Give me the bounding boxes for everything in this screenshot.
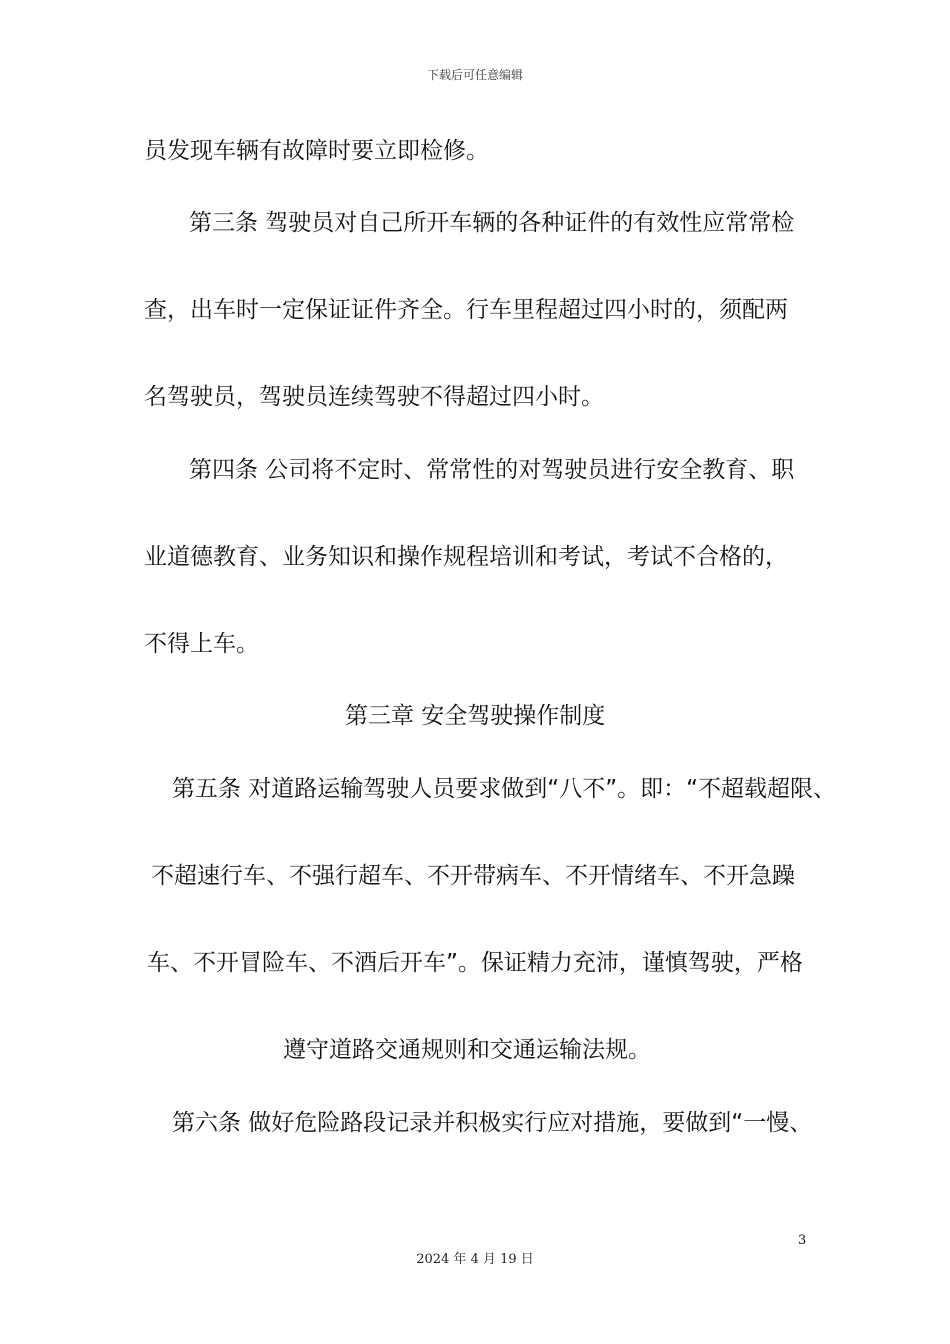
body-line: 车、不开冒险车、不酒后开车”。保证精力充沛，谨慎驾驶，严格 bbox=[147, 950, 803, 976]
page-number: 3 bbox=[798, 1233, 807, 1248]
body-line: 第四条 公司将不定时、常常性的对驾驶员进行安全教育、职 bbox=[189, 457, 795, 483]
body-line: 业道德教育、业务知识和操作规程培训和考试，考试不合格的， bbox=[144, 544, 788, 570]
body-line: 第六条 做好危险路段记录并积极实行应对措施，要做到“一慢、 bbox=[172, 1110, 813, 1136]
body-line: 不得上车。 bbox=[144, 631, 259, 657]
chapter-heading: 第三章 安全驾驶操作制度 bbox=[345, 703, 606, 729]
page-header-note: 下载后可任意编辑 bbox=[426, 68, 523, 82]
body-line: 遵守道路交通规则和交通运输法规。 bbox=[283, 1037, 651, 1063]
body-line: 不超速行车、不强行超车、不开带病车、不开情绪车、不开急躁 bbox=[151, 863, 795, 889]
body-line: 第五条 对道路运输驾驶人员要求做到“八不”。即：“不超载超限、 bbox=[172, 776, 837, 802]
body-line: 查，出车时一定保证证件齐全。行车里程超过四小时的，须配两 bbox=[144, 297, 788, 323]
body-line: 第三条 驾驶员对自己所开车辆的各种证件的有效性应常常检 bbox=[189, 210, 795, 236]
body-line: 名驾驶员，驾驶员连续驾驶不得超过四小时。 bbox=[144, 384, 604, 410]
body-line: 员发现车辆有故障时要立即检修。 bbox=[144, 138, 489, 164]
footer-date: 2024 年 4 月 19 日 bbox=[416, 1252, 534, 1267]
